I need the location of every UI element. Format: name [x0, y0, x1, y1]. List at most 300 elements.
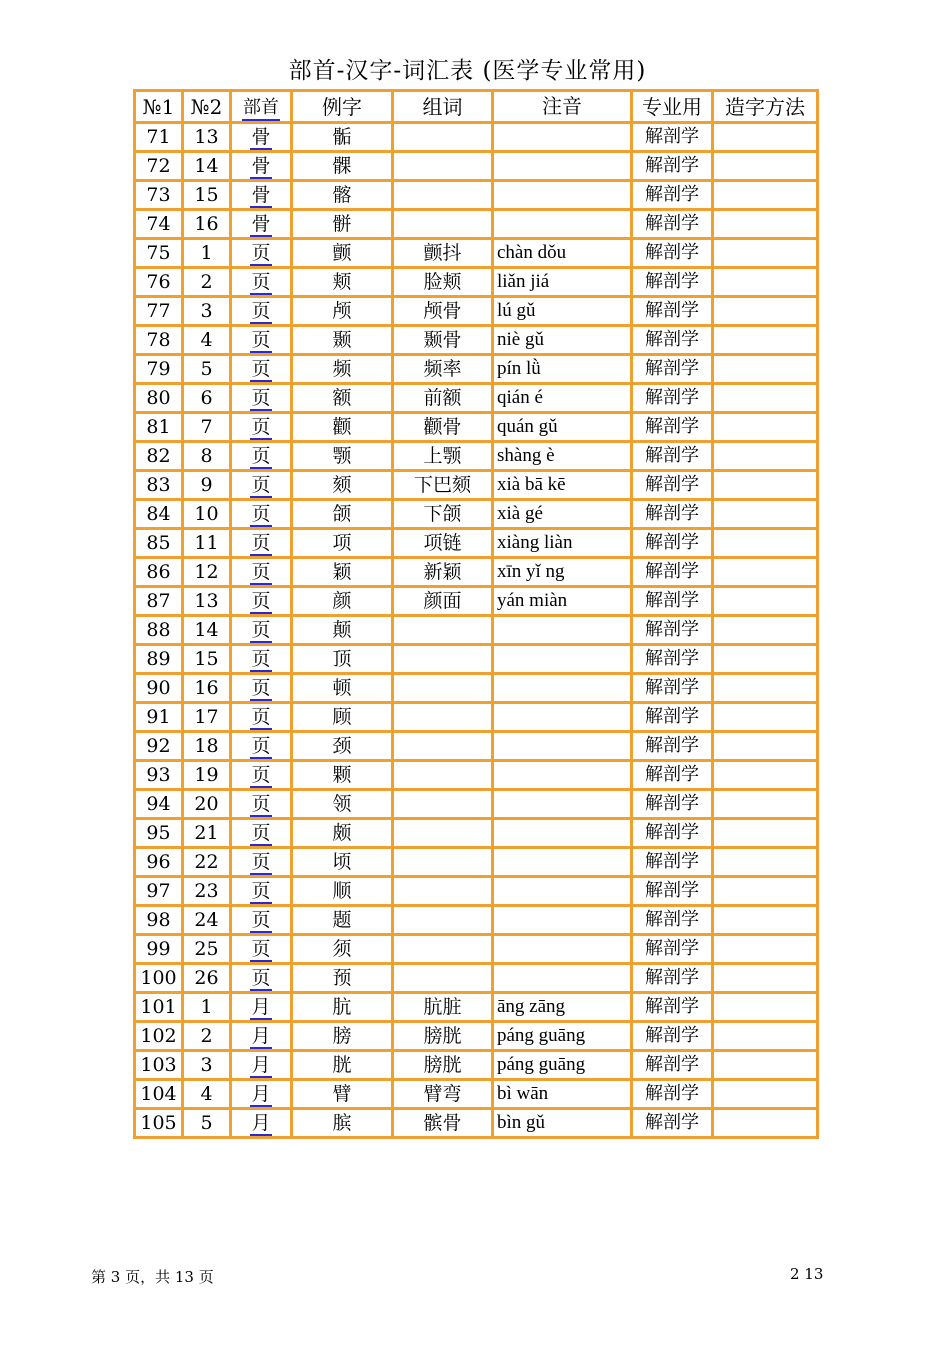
radical-link[interactable]: 页: [251, 300, 271, 322]
cell-word: 上颚: [393, 442, 493, 471]
cell-word: [393, 645, 493, 674]
cell-radical: [231, 906, 292, 935]
cell-no1: 92: [135, 732, 183, 761]
cell-no1: 88: [135, 616, 183, 645]
cell-formation-method: [713, 297, 818, 326]
cell-no2: 9: [183, 471, 231, 500]
cell-no2: 3: [183, 1051, 231, 1080]
cell-example-char: 膑: [292, 1109, 393, 1138]
radical-link[interactable]: 骨: [251, 126, 271, 148]
cell-formation-method: [713, 355, 818, 384]
cell-no1: 78: [135, 326, 183, 355]
table-row: [135, 355, 818, 384]
radical-link[interactable]: 页: [251, 561, 271, 583]
header-radical: [231, 91, 292, 123]
cell-formation-method: [713, 645, 818, 674]
cell-pinyin: [493, 616, 632, 645]
cell-specialty: 解剖学: [632, 703, 713, 732]
cell-specialty: 解剖学: [632, 413, 713, 442]
radical-link[interactable]: 页: [251, 474, 271, 496]
cell-no1: 77: [135, 297, 183, 326]
cell-formation-method: [713, 1109, 818, 1138]
cell-radical: [231, 558, 292, 587]
cell-pinyin: [493, 181, 632, 210]
cell-no1: 94: [135, 790, 183, 819]
cell-no2: 4: [183, 326, 231, 355]
cell-radical: [231, 384, 292, 413]
cell-example-char: 颏: [292, 471, 393, 500]
cell-formation-method: [713, 558, 818, 587]
radical-link[interactable]: 页: [251, 590, 271, 612]
cell-formation-method: [713, 993, 818, 1022]
table-row: [135, 326, 818, 355]
cell-formation-method: [713, 442, 818, 471]
cell-radical: [231, 181, 292, 210]
cell-specialty: 解剖学: [632, 1080, 713, 1109]
table-row: [135, 587, 818, 616]
cell-no1: 79: [135, 355, 183, 384]
cell-example-char: 顾: [292, 703, 393, 732]
cell-formation-method: [713, 239, 818, 268]
cell-specialty: 解剖学: [632, 790, 713, 819]
table-row: [135, 239, 818, 268]
cell-radical: [231, 732, 292, 761]
cell-word: [393, 964, 493, 993]
cell-specialty: 解剖学: [632, 558, 713, 587]
cell-no1: 102: [135, 1022, 183, 1051]
cell-word: [393, 906, 493, 935]
cell-no1: 105: [135, 1109, 183, 1138]
cell-no2: 16: [183, 210, 231, 239]
cell-no1: 80: [135, 384, 183, 413]
cell-example-char: 髂: [292, 181, 393, 210]
cell-no2: 23: [183, 877, 231, 906]
vocabulary-table: [133, 89, 819, 1139]
cell-word: 膀胱: [393, 1022, 493, 1051]
cell-no1: 85: [135, 529, 183, 558]
table-row: [135, 790, 818, 819]
cell-pinyin: [493, 732, 632, 761]
cell-pinyin: bì wān: [493, 1080, 632, 1109]
radical-link[interactable]: 月: [251, 1083, 271, 1105]
cell-example-char: 骺: [292, 123, 393, 152]
cell-pinyin: [493, 645, 632, 674]
cell-no1: 76: [135, 268, 183, 297]
cell-no2: 4: [183, 1080, 231, 1109]
cell-formation-method: [713, 964, 818, 993]
cell-no1: 98: [135, 906, 183, 935]
cell-specialty: 解剖学: [632, 152, 713, 181]
cell-no1: 89: [135, 645, 183, 674]
cell-example-char: 颊: [292, 268, 393, 297]
cell-word: [393, 935, 493, 964]
cell-specialty: 解剖学: [632, 384, 713, 413]
cell-word: 髌骨: [393, 1109, 493, 1138]
cell-formation-method: [713, 877, 818, 906]
radical-link[interactable]: 页: [251, 677, 271, 699]
cell-word: [393, 210, 493, 239]
cell-word: [393, 674, 493, 703]
cell-specialty: 解剖学: [632, 587, 713, 616]
header-no2: №2: [183, 91, 231, 123]
cell-pinyin: [493, 819, 632, 848]
cell-pinyin: xiàng liàn: [493, 529, 632, 558]
header-example-char: 例字: [292, 91, 393, 123]
radical-link[interactable]: 页: [251, 851, 271, 873]
cell-formation-method: [713, 1051, 818, 1080]
cell-formation-method: [713, 732, 818, 761]
cell-radical: [231, 587, 292, 616]
cell-no1: 75: [135, 239, 183, 268]
cell-pinyin: āng zāng: [493, 993, 632, 1022]
cell-specialty: 解剖学: [632, 500, 713, 529]
cell-word: [393, 732, 493, 761]
cell-example-char: 额: [292, 384, 393, 413]
cell-specialty: 解剖学: [632, 297, 713, 326]
cell-pinyin: [493, 703, 632, 732]
table-row: [135, 993, 818, 1022]
cell-example-char: 颠: [292, 616, 393, 645]
table-row: [135, 674, 818, 703]
radical-link[interactable]: 页: [251, 242, 271, 264]
cell-radical: [231, 500, 292, 529]
cell-specialty: 解剖学: [632, 239, 713, 268]
cell-word: 项链: [393, 529, 493, 558]
cell-specialty: 解剖学: [632, 326, 713, 355]
table-row: [135, 906, 818, 935]
cell-no1: 73: [135, 181, 183, 210]
cell-word: [393, 790, 493, 819]
cell-no2: 19: [183, 761, 231, 790]
radical-link[interactable]: 骨: [251, 213, 271, 235]
cell-radical: [231, 761, 292, 790]
cell-word: 颅骨: [393, 297, 493, 326]
cell-pinyin: xīn yǐ ng: [493, 558, 632, 587]
cell-no2: 13: [183, 587, 231, 616]
radical-link[interactable]: 页: [251, 416, 271, 438]
cell-formation-method: [713, 210, 818, 239]
cell-radical: [231, 210, 292, 239]
cell-no1: 82: [135, 442, 183, 471]
table-row: [135, 1080, 818, 1109]
cell-example-char: 颤: [292, 239, 393, 268]
cell-radical: [231, 848, 292, 877]
cell-pinyin: [493, 848, 632, 877]
cell-word: 新颖: [393, 558, 493, 587]
cell-radical: [231, 413, 292, 442]
cell-no1: 100: [135, 964, 183, 993]
cell-specialty: 解剖学: [632, 877, 713, 906]
cell-pinyin: [493, 790, 632, 819]
cell-radical: [231, 645, 292, 674]
cell-word: [393, 703, 493, 732]
table-row: [135, 819, 818, 848]
cell-example-char: 颧: [292, 413, 393, 442]
cell-specialty: 解剖学: [632, 993, 713, 1022]
cell-radical: [231, 935, 292, 964]
cell-example-char: 顿: [292, 674, 393, 703]
cell-no2: 24: [183, 906, 231, 935]
page-footer-left: 第 3 页，共 13 页: [91, 1268, 214, 1286]
radical-link[interactable]: 页: [251, 793, 271, 815]
cell-example-char: 须: [292, 935, 393, 964]
cell-word: [393, 616, 493, 645]
cell-word: 下巴颏: [393, 471, 493, 500]
cell-pinyin: yán miàn: [493, 587, 632, 616]
cell-formation-method: [713, 413, 818, 442]
cell-word: 前额: [393, 384, 493, 413]
radical-link[interactable]: 页: [251, 909, 271, 931]
cell-radical: [231, 964, 292, 993]
cell-radical: [231, 616, 292, 645]
table-row: [135, 210, 818, 239]
header-formation-method: 造字方法: [713, 91, 818, 123]
cell-no1: 104: [135, 1080, 183, 1109]
radical-link[interactable]: 页: [251, 938, 271, 960]
radical-link[interactable]: 骨: [251, 184, 271, 206]
table-row: [135, 384, 818, 413]
cell-no2: 2: [183, 1022, 231, 1051]
radical-link[interactable]: 页: [251, 706, 271, 728]
cell-formation-method: [713, 935, 818, 964]
cell-radical: [231, 703, 292, 732]
cell-pinyin: [493, 906, 632, 935]
cell-word: [393, 123, 493, 152]
cell-no2: 6: [183, 384, 231, 413]
cell-specialty: 解剖学: [632, 123, 713, 152]
table-row: [135, 645, 818, 674]
table-row: [135, 442, 818, 471]
radical-link[interactable]: 骨: [251, 155, 271, 177]
cell-formation-method: [713, 587, 818, 616]
cell-no2: 10: [183, 500, 231, 529]
cell-specialty: 解剖学: [632, 268, 713, 297]
cell-radical: [231, 819, 292, 848]
cell-example-char: 项: [292, 529, 393, 558]
radical-link[interactable]: 页: [251, 764, 271, 786]
cell-example-char: 颜: [292, 587, 393, 616]
cell-example-char: 顺: [292, 877, 393, 906]
cell-radical: [231, 1080, 292, 1109]
cell-word: 颧骨: [393, 413, 493, 442]
cell-radical: [231, 152, 292, 181]
cell-pinyin: liǎn jiá: [493, 268, 632, 297]
radical-link[interactable]: 月: [251, 1054, 271, 1076]
table-row: [135, 123, 818, 152]
radical-link[interactable]: 页: [251, 445, 271, 467]
cell-pinyin: lú gǔ: [493, 297, 632, 326]
cell-word: 肮脏: [393, 993, 493, 1022]
cell-formation-method: [713, 181, 818, 210]
radical-link[interactable]: 页: [251, 648, 271, 670]
radical-link[interactable]: 页: [251, 503, 271, 525]
cell-word: 脸颊: [393, 268, 493, 297]
cell-no1: 72: [135, 152, 183, 181]
cell-specialty: 解剖学: [632, 761, 713, 790]
table-row: [135, 471, 818, 500]
cell-radical: [231, 268, 292, 297]
cell-example-char: 预: [292, 964, 393, 993]
cell-specialty: 解剖学: [632, 645, 713, 674]
cell-formation-method: [713, 529, 818, 558]
cell-radical: [231, 239, 292, 268]
radical-link[interactable]: 页: [251, 532, 271, 554]
header-word: 组词: [393, 91, 493, 123]
cell-formation-method: [713, 819, 818, 848]
cell-no1: 103: [135, 1051, 183, 1080]
cell-pinyin: [493, 674, 632, 703]
cell-no1: 71: [135, 123, 183, 152]
header-specialty: 专业用: [632, 91, 713, 123]
cell-pinyin: [493, 210, 632, 239]
cell-no2: 14: [183, 616, 231, 645]
radical-link[interactable]: 页: [251, 387, 271, 409]
cell-word: 下颌: [393, 500, 493, 529]
cell-example-char: 膀: [292, 1022, 393, 1051]
cell-no2: 22: [183, 848, 231, 877]
cell-no2: 5: [183, 1109, 231, 1138]
cell-no2: 20: [183, 790, 231, 819]
cell-no2: 11: [183, 529, 231, 558]
cell-radical: [231, 442, 292, 471]
cell-pinyin: qián é: [493, 384, 632, 413]
cell-specialty: 解剖学: [632, 732, 713, 761]
cell-example-char: 颗: [292, 761, 393, 790]
radical-link[interactable]: 页: [251, 967, 271, 989]
cell-radical: [231, 674, 292, 703]
cell-specialty: 解剖学: [632, 935, 713, 964]
cell-radical: [231, 1051, 292, 1080]
cell-formation-method: [713, 326, 818, 355]
cell-radical: [231, 355, 292, 384]
cell-no1: 90: [135, 674, 183, 703]
cell-specialty: 解剖学: [632, 616, 713, 645]
cell-formation-method: [713, 761, 818, 790]
table-row: [135, 964, 818, 993]
page-title: 部首-汉字-词汇表 (医学专业常用): [288, 58, 647, 84]
table-row: [135, 848, 818, 877]
radical-link[interactable]: 月: [251, 996, 271, 1018]
cell-no2: 16: [183, 674, 231, 703]
cell-no1: 91: [135, 703, 183, 732]
table-row: [135, 297, 818, 326]
cell-example-char: 肮: [292, 993, 393, 1022]
cell-pinyin: [493, 152, 632, 181]
radical-link[interactable]: 页: [251, 880, 271, 902]
cell-word: [393, 819, 493, 848]
radical-link[interactable]: 页: [251, 329, 271, 351]
cell-pinyin: quán gǔ: [493, 413, 632, 442]
cell-example-char: 髁: [292, 152, 393, 181]
cell-formation-method: [713, 616, 818, 645]
cell-word: [393, 848, 493, 877]
cell-example-char: 顷: [292, 848, 393, 877]
table-row: [135, 413, 818, 442]
cell-formation-method: [713, 152, 818, 181]
cell-radical: [231, 529, 292, 558]
cell-pinyin: [493, 123, 632, 152]
cell-no2: 3: [183, 297, 231, 326]
cell-specialty: 解剖学: [632, 906, 713, 935]
cell-no1: 86: [135, 558, 183, 587]
table-row: [135, 152, 818, 181]
cell-formation-method: [713, 703, 818, 732]
cell-formation-method: [713, 500, 818, 529]
cell-formation-method: [713, 906, 818, 935]
cell-specialty: 解剖学: [632, 442, 713, 471]
cell-no1: 83: [135, 471, 183, 500]
radical-link[interactable]: 月: [251, 1112, 271, 1134]
cell-no2: 1: [183, 993, 231, 1022]
cell-pinyin: páng guāng: [493, 1051, 632, 1080]
cell-pinyin: chàn dǒu: [493, 239, 632, 268]
radical-link[interactable]: 页: [251, 271, 271, 293]
table-row: [135, 1022, 818, 1051]
cell-specialty: 解剖学: [632, 1051, 713, 1080]
cell-no2: 1: [183, 239, 231, 268]
table-row: [135, 529, 818, 558]
radical-link[interactable]: 页: [251, 822, 271, 844]
cell-example-char: 颇: [292, 819, 393, 848]
cell-no2: 17: [183, 703, 231, 732]
cell-example-char: 颈: [292, 732, 393, 761]
table-header-row: [135, 91, 818, 123]
cell-example-char: 颚: [292, 442, 393, 471]
cell-no1: 99: [135, 935, 183, 964]
cell-radical: [231, 326, 292, 355]
cell-specialty: 解剖学: [632, 674, 713, 703]
cell-example-char: 臂: [292, 1080, 393, 1109]
cell-word: 频率: [393, 355, 493, 384]
cell-pinyin: shàng è: [493, 442, 632, 471]
table-row: [135, 1109, 818, 1138]
cell-radical: [231, 123, 292, 152]
radical-link[interactable]: 页: [251, 735, 271, 757]
cell-no2: 15: [183, 645, 231, 674]
cell-word: 颞骨: [393, 326, 493, 355]
cell-no2: 26: [183, 964, 231, 993]
table-row: [135, 877, 818, 906]
radical-link[interactable]: 页: [251, 619, 271, 641]
header-pinyin: 注音: [493, 91, 632, 123]
cell-radical: [231, 471, 292, 500]
cell-no1: 81: [135, 413, 183, 442]
table-row: [135, 761, 818, 790]
cell-pinyin: [493, 964, 632, 993]
cell-radical: [231, 1022, 292, 1051]
cell-pinyin: pín lǜ: [493, 355, 632, 384]
radical-link[interactable]: 月: [251, 1025, 271, 1047]
table-body: [135, 123, 818, 1138]
table-row: [135, 732, 818, 761]
cell-example-char: 题: [292, 906, 393, 935]
cell-word: 膀胱: [393, 1051, 493, 1080]
table-row: [135, 558, 818, 587]
cell-no1: 96: [135, 848, 183, 877]
cell-radical: [231, 790, 292, 819]
cell-formation-method: [713, 123, 818, 152]
cell-no2: 7: [183, 413, 231, 442]
cell-formation-method: [713, 674, 818, 703]
cell-word: [393, 181, 493, 210]
table-row: [135, 616, 818, 645]
table-row: [135, 1051, 818, 1080]
cell-no1: 95: [135, 819, 183, 848]
cell-no2: 14: [183, 152, 231, 181]
cell-no2: 25: [183, 935, 231, 964]
cell-specialty: 解剖学: [632, 471, 713, 500]
radical-link[interactable]: 页: [251, 358, 271, 380]
